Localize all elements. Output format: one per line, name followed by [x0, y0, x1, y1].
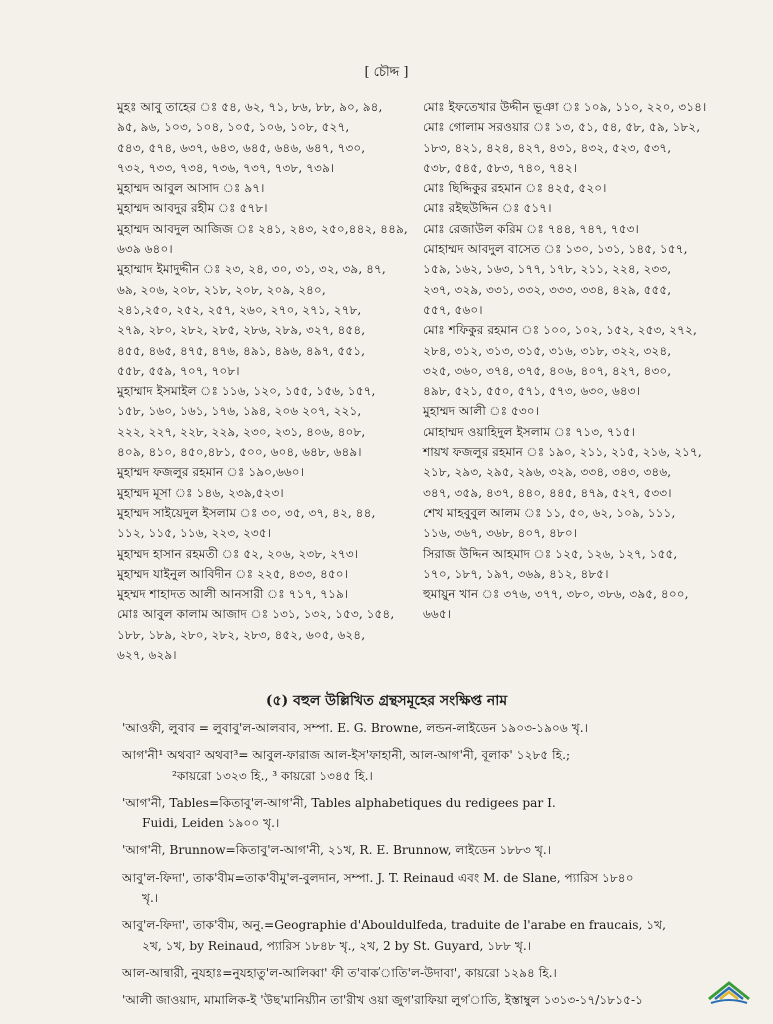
reference-line: Fuidi, Leiden ১৯০০ খৃ.।	[142, 816, 280, 831]
index-line: মুহাম্মদ হাসান রহমতী ঃ ৫২, ২০৬, ২৩৮, ২৭৩।	[117, 546, 359, 561]
index-line: মুহাম্মদ আলী ঃ ৫৩০।	[423, 404, 540, 419]
index-line: মুহাম্মাদ ইমাদুদ্দীন ঃ ২৩, ২৪, ৩০, ৩১, ৩২, ৩৯, ৪৭,	[117, 262, 386, 277]
reference-line: 'আগ'নী, Tables=কিতাবু'ল-আগ'নী, Tables alphabetiques du redigees par I.	[122, 795, 556, 810]
index-entry	[117, 259, 417, 381]
index-entry	[117, 381, 417, 462]
index-line: ৪০৯, ৪১০, ৪৫০,৪৮১, ৫০০, ৬০৪, ৬৪৮, ৬৪৯।	[117, 445, 362, 460]
reference-line: 'আগ'নী, Brunnow=কিতাবু'ল-আগ'নী, ২১খ, R. E. Brunnow, লাইডেন ১৮৮৩ খৃ.।	[122, 843, 552, 858]
index-line: ১১৬, ৩৬৭, ৩৬৮, ৪০৭, ৪৮০।	[423, 526, 578, 541]
index-line: ৩২৫, ৩৬০, ৩৭৪, ৩৭৫, ৪০৬, ৪০৭, ৪২৭, ৪৩০,	[423, 363, 672, 378]
index-line: ২১৮, ২৯৩, ২৯৫, ২৯৬, ৩২৯, ৩৩৪, ৩৪৩, ৩৪৬,	[423, 465, 672, 480]
reference-line: আল-আন্বারী, নুযহাঃ=নুযহাতু'ল-আলিব্বা' ফী ত'বাক'াতি'ল-উদাবা', কায়রো ১২৯৪ হি.।	[122, 965, 557, 980]
index-line: মুহাম্মাদ ইসমাইল ঃ ১১৬, ১২০, ১৫৫, ১৫৬, ১৫৭,	[117, 384, 376, 399]
reference-item	[122, 745, 722, 786]
index-line: মোঃ শফিকুর রহমান ঃ ১০০, ১০২, ১৫২, ২৫৩, ২৭২,	[423, 323, 697, 338]
index-line: মুহাম্মদ ফজলুর রহমান ঃ ১৯০,৬৬০।	[117, 465, 305, 480]
index-entry	[117, 178, 417, 198]
index-line: মুহাম্মদ সাইয়েদুল ইসলাম ঃ ৩০, ৩৫, ৩৭, ৪২, ৪৪,	[117, 505, 376, 520]
index-line: মোঃ ছিদ্দিকুর রহমান ঃ ৪২৫, ৫২০।	[423, 181, 607, 196]
reference-line: ২খ, ১খ, by Reinaud, প্যারিস ১৮৪৮ খৃ., ২খ, 2 by St. Guyard, ১৮৮ খৃ.।	[142, 938, 532, 953]
index-entry	[117, 584, 417, 604]
index-entry	[423, 442, 713, 503]
index-line: ৫৩৮, ৫৪৫, ৫৮৩, ৭৪০, ৭৪২।	[423, 160, 578, 175]
index-line: মোঃ রেজাউল করিম ঃ ৭৪৪, ৭৪৭, ৭৫৩।	[423, 221, 639, 236]
index-line: ২৭৯, ২৮০, ২৮২, ২৮৫, ২৮৬, ২৮৯, ৩২৭, ৪৫৪,	[117, 323, 366, 338]
index-line: ৪৯৮, ৫২১, ৫৫০, ৫৭১, ৫৭৩, ৬৩০, ৬৪৩।	[423, 384, 641, 399]
index-entry	[423, 97, 713, 117]
reference-item	[122, 868, 722, 909]
index-entry	[117, 219, 417, 260]
index-entry	[117, 604, 417, 665]
index-column-left	[117, 97, 417, 665]
index-entry	[117, 564, 417, 584]
reference-line: আবু'ল-ফিদা', তাক'বীম, অনু.=Geographie d'Abouldulfeda, traduite de l'arabe en fraucais, ১খ,	[122, 918, 667, 933]
index-line: ৫৫৮, ৫৫৯, ৭০৭, ৭০৮।	[117, 363, 240, 378]
index-line: মুহাম্মদ আবদুর রহীম ঃ ৫৭৮।	[117, 201, 268, 216]
reference-line: আবু'ল-ফিদা', তাক'বীম=তাক'বীমু'ল-বুলদান, সম্পা. J. T. Reinaud এবং M. de Slane, প্যারিস ১৮৪০	[122, 870, 634, 885]
index-entry	[117, 544, 417, 564]
index-entry	[117, 503, 417, 544]
page-number: [ চৌদ্দ ]	[364, 65, 409, 80]
index-line: মুহম্মদ শাহাদত আলী আনসারী ঃ ৭১৭, ৭১৯।	[117, 587, 349, 602]
reference-line: 'আলী জাওয়াদ, মামালিক-ই 'উছ'মানিয়্যীন তা'রীখ ওয়া জুগ'রাফিয়া লুগ'াতি, ইস্তাম্বুল ১৩১৩-১৭/১৮১৫-১	[122, 993, 644, 1008]
index-entry	[117, 462, 417, 482]
publisher-logo-icon	[706, 977, 752, 1007]
reference-item	[122, 840, 722, 860]
index-entry	[423, 401, 713, 421]
index-line: ২৩৭, ৩২৯, ৩৩১, ৩৩২, ৩৩৩, ৩৩৪, ৪২৯, ৫৫৫,	[423, 282, 672, 297]
index-line: ২৮৪, ৩১২, ৩১৩, ৩১৫, ৩১৬, ৩১৮, ৩২২, ৩২৪,	[423, 343, 672, 358]
index-line: ২২২, ২২৭, ২২৮, ২২৯, ২৩০, ২৩১, ৪০৬, ৪০৮,	[117, 424, 366, 439]
index-line: মুহাম্মদ আবুল আসাদ ঃ ৯৭।	[117, 181, 265, 196]
index-entry	[423, 422, 713, 442]
index-line: ১১২, ১১৫, ১১৬, ২২৩, ২৩৫।	[117, 526, 272, 541]
index-line: শায়খ ফজলুর রহমান ঃ ১৯০, ২১১, ২১৫, ২১৬, ২১৭,	[423, 445, 702, 460]
reference-item	[122, 718, 722, 738]
index-line: ৬৯, ২০৬, ২০৮, ২১৮, ২০৮, ২০৯, ২৪০,	[117, 282, 326, 297]
reference-line: আগ'নী¹ অথবা² অথবা³= আবুল-ফারাজ আল-ইস'ফাহানী, আল-আগ'নী, বূলাক' ১২৮৫ হি.;	[122, 748, 571, 763]
index-line: মুহঃ আবু তাহের ঃ ৫৪, ৬২, ৭১, ৮৬, ৮৮, ৯০, ৯৪,	[117, 100, 383, 114]
reference-item	[122, 793, 722, 834]
index-line: মুহাম্মদ মূসা ঃ ১৪৬, ২৩৯,৫২৩।	[117, 485, 284, 500]
index-line: সিরাজ উদ্দিন আহমাদ ঃ ১২৫, ১২৬, ১২৭, ১৫৫,	[423, 546, 678, 561]
index-line: ১৭০, ১৮৭, ১৯৭, ৩৬৯, ৪১২, ৪৮৫।	[423, 566, 609, 581]
index-line: ৩৪৭, ৩৫৯, ৪৩৭, ৪৪০, ৪৪৫, ৪৭৯, ৫২৭, ৫৩৩।	[423, 485, 672, 500]
index-line: মোঃ আবুল কালাম আজাদ ঃ ১৩১, ১৩২, ১৫৩, ১৫৪,	[117, 607, 395, 622]
reference-item	[122, 915, 722, 956]
index-entry	[423, 117, 713, 178]
index-entry	[423, 178, 713, 198]
index-line: ৭৩২, ৭৩৩, ৭৩৪, ৭৩৬, ৭৩৭, ৭৩৮, ৭৩৯।	[117, 160, 335, 175]
reference-line: ²কায়রো ১৩২৩ হি., ³ কায়রো ১৩৪৫ হি.।	[172, 768, 373, 783]
index-line: ৫৫৭, ৫৬০।	[423, 302, 483, 317]
index-line: ৪৫৫, ৪৬৫, ৪৭৫, ৪৭৬, ৪৯১, ৪৯৬, ৪৯৭, ৫৫১,	[117, 343, 366, 358]
index-line: শেখ মাহবুবুল আলম ঃ ১১, ৫০, ৬২, ১০৯, ১১১,	[423, 505, 676, 520]
index-entry	[423, 239, 713, 320]
index-line: ১৫৮, ১৬০, ১৬১, ১৭৬, ১৯৪, ২০৬ ২০৭, ২২১,	[117, 404, 362, 419]
index-line: মুহাম্মদ যাইনুল আবিদীন ঃ ২২৫, ৪৩৩, ৪৫০।	[117, 566, 349, 581]
index-entry	[423, 544, 713, 585]
index-line: ৯৫, ৯৬, ১০৩, ১০৪, ১০৫, ১০৬, ১০৮, ৫২৭,	[117, 120, 350, 135]
reference-list	[122, 718, 722, 1018]
index-line: মোঃ গোলাম সরওয়ার ঃ ১৩, ৫১, ৫৪, ৫৮, ৫৯, ১৮২,	[423, 120, 701, 135]
index-line: মোঃ রইছউদ্দিন ঃ ৫১৭।	[423, 201, 552, 216]
index-line: ২৪১,২৫০, ২৫২, ২৫৭, ২৬০, ২৭০, ২৭১, ২৭৮,	[117, 302, 362, 317]
index-entry	[423, 320, 713, 401]
index-entry	[117, 483, 417, 503]
index-entry	[423, 219, 713, 239]
index-entry	[117, 97, 417, 178]
index-line: ৫৪৩, ৫৭৪, ৬৩৭, ৬৪৩, ৬৪৫, ৬৪৬, ৬৪৭, ৭৩০,	[117, 140, 366, 155]
section-heading: (৫) বহুল উল্লিখিত গ্রন্থসমূহের সংক্ষিপ্ত নাম	[265, 693, 508, 709]
index-line: ১৮৩, ৪২১, ৪২৪, ৪২৭, ৪৩১, ৪৩২, ৫২৩, ৫৩৭,	[423, 140, 672, 155]
index-line: ৬৩৯ ৬৪০।	[117, 242, 173, 257]
index-entry	[117, 198, 417, 218]
index-line: ১৮৮, ১৮৯, ২৮০, ২৮২, ২৮৩, ৪৫২, ৬০৫, ৬২৪,	[117, 627, 366, 642]
index-entry	[423, 503, 713, 544]
index-line: মুহাম্মদ আবদুল আজিজ ঃ ২৪১, ২৪৩, ২৫০,৪৪২, ৪৪৯,	[117, 221, 408, 236]
index-line: মোহাম্মদ আবদুল বাসেত ঃ ১৩০, ১৩১, ১৪৫, ১৫৭,	[423, 242, 688, 257]
reference-line: 'আওফী, লুবাব = লুবাবু'ল-আলবাব, সম্পা. E. G. Browne, লন্ডন-লাইডেন ১৯০৩-১৯০৬ খৃ.।	[122, 721, 588, 735]
index-line: হুমায়ুন খান ঃ ৩৭৬, ৩৭৭, ৩৮০, ৩৮৬, ৩৯৫, ৪০০,	[423, 587, 689, 602]
index-entry	[423, 584, 713, 625]
reference-item	[122, 963, 722, 983]
index-column-right	[423, 97, 713, 625]
index-line: মোহাম্মদ ওয়াহিদুল ইসলাম ঃ ৭১৩, ৭১৫।	[423, 424, 635, 439]
index-line: ১৫৯, ১৬২, ১৬৩, ১৭৭, ১৭৮, ২১১, ২২৪, ২৩৩,	[423, 262, 672, 277]
index-line: মোঃ ইফতেখার উদ্দীন ভূঞা ঃ ১০৯, ১১০, ২২০, ৩১৪।	[423, 100, 707, 114]
reference-line: খৃ.।	[142, 891, 159, 906]
index-line: ৬২৭, ৬২৯।	[117, 648, 177, 663]
index-line: ৬৬৫।	[423, 607, 452, 622]
index-entry	[423, 198, 713, 218]
reference-item	[122, 990, 722, 1010]
